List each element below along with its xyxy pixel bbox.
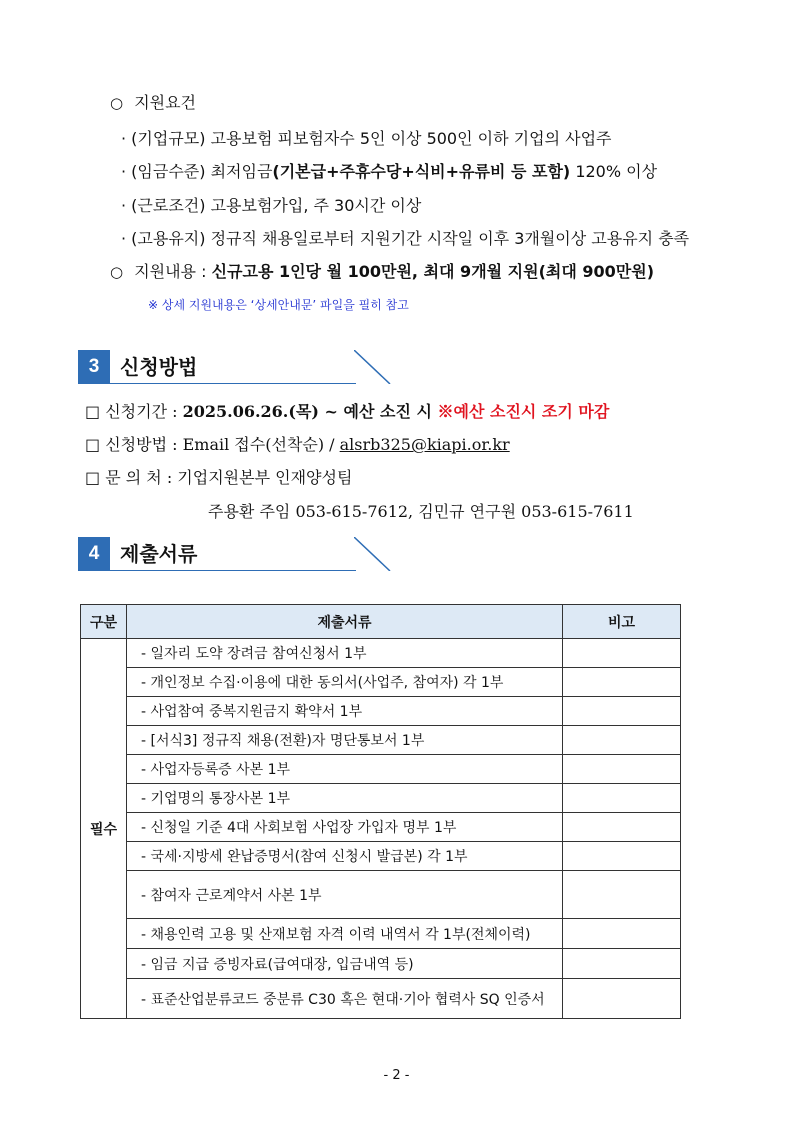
remark-cell (563, 979, 681, 1019)
table-row (81, 726, 681, 755)
requirement-item: · (근로조건) 고용보험가입, 주 30시간 이상 (121, 196, 422, 215)
email-link[interactable]: alsrb325@kiapi.or.kr (339, 435, 510, 454)
support-note: ※ 상세 지원내용은 ‘상세안내문’ 파일을 필히 참고 (148, 298, 409, 312)
header-documents: 제출서류 (127, 605, 563, 639)
remark-cell (563, 871, 681, 919)
circle-bullet-icon: ○ (110, 94, 124, 112)
table-row (81, 813, 681, 842)
section-corner-decoration (354, 350, 394, 384)
document-item: - 참여자 근로계약서 사본 1부 (127, 871, 563, 919)
remark-cell (563, 697, 681, 726)
table-row (81, 784, 681, 813)
contact-info: □ 문 의 처 : 기업지원본부 인재양성팀 (85, 468, 353, 487)
remark-cell (563, 668, 681, 697)
support-content: ○ 지원내용 : 신규고용 1인당 월 100만원, 최대 9개월 지원(최대 900만원) (110, 262, 655, 281)
document-item: - 임금 지급 증빙자료(급여대장, 입금내역 등) (127, 949, 563, 979)
header-category: 구분 (81, 605, 127, 639)
table-row (81, 871, 681, 919)
document-item: - [서식3] 정규직 채용(전환)자 명단통보서 1부 (127, 726, 563, 755)
remark-cell (563, 949, 681, 979)
requirement-item: · (임금수준) 최저임금(기본급+주휴수당+식비+유류비 등 포함) 120% 이상 (121, 162, 658, 181)
document-item: - 기업명의 통장사본 1부 (127, 784, 563, 813)
section-header-3 (78, 350, 390, 384)
section-title: 신청방법 (120, 355, 198, 379)
requirement-item: · (기업규모) 고용보험 피보험자수 5인 이상 500인 이하 기업의 사업주 (121, 129, 612, 148)
remark-cell (563, 726, 681, 755)
document-item: - 국세·지방세 완납증명서(참여 신청시 발급본) 각 1부 (127, 842, 563, 871)
document-item: - 사업자등록증 사본 1부 (127, 755, 563, 784)
section-corner-decoration (354, 537, 394, 571)
table-row (81, 979, 681, 1019)
table-row (81, 842, 681, 871)
circle-bullet-icon: ○ (110, 263, 124, 281)
document-item: - 개인정보 수집·이용에 대한 동의서(사업주, 참여자) 각 1부 (127, 668, 563, 697)
document-item: - 신청일 기준 4대 사회보험 사업장 가입자 명부 1부 (127, 813, 563, 842)
table-header-row (81, 605, 681, 639)
requirements-heading: ○ 지원요건 (110, 93, 197, 112)
document-item: - 사업참여 중복지원금지 확약서 1부 (127, 697, 563, 726)
section-title: 제출서류 (120, 542, 198, 566)
table-row (81, 697, 681, 726)
document-item: - 일자리 도약 장려금 참여신청서 1부 (127, 639, 563, 668)
remark-cell (563, 784, 681, 813)
remark-cell (563, 842, 681, 871)
document-item: - 표준산업분류코드 중분류 C30 혹은 현대·기아 협력사 SQ 인증서 (127, 979, 563, 1019)
section-header-4 (78, 537, 390, 571)
remark-cell (563, 813, 681, 842)
category-required: 필수 (81, 639, 127, 1019)
requirement-item: · (고용유지) 정규직 채용일로부터 지원기간 시작일 이후 3개월이상 고용유지 충족 (121, 229, 690, 248)
table-row (81, 919, 681, 949)
header-remarks: 비고 (563, 605, 681, 639)
application-period: □ 신청기간 : 2025.06.26.(목) ~ 예산 소진 시 ※예산 소진시 조기 마감 (85, 402, 610, 421)
remark-cell (563, 919, 681, 949)
table-row (81, 755, 681, 784)
remark-cell (563, 755, 681, 784)
page-number: - 2 - (383, 1068, 410, 1083)
table-row (81, 668, 681, 697)
remark-cell (563, 639, 681, 668)
table-row (81, 639, 681, 668)
section-number: 4 (78, 537, 110, 571)
documents-table (80, 604, 681, 1019)
contact-people: 주용환 주임 053-615-7612, 김민규 연구원 053-615-7611 (208, 502, 634, 521)
application-method: □ 신청방법 : Email 접수(선착순) / alsrb325@kiapi.or.kr (85, 435, 510, 454)
section-number: 3 (78, 350, 110, 384)
document-item: - 채용인력 고용 및 산재보험 자격 이력 내역서 각 1부(전체이력) (127, 919, 563, 949)
table-row (81, 949, 681, 979)
